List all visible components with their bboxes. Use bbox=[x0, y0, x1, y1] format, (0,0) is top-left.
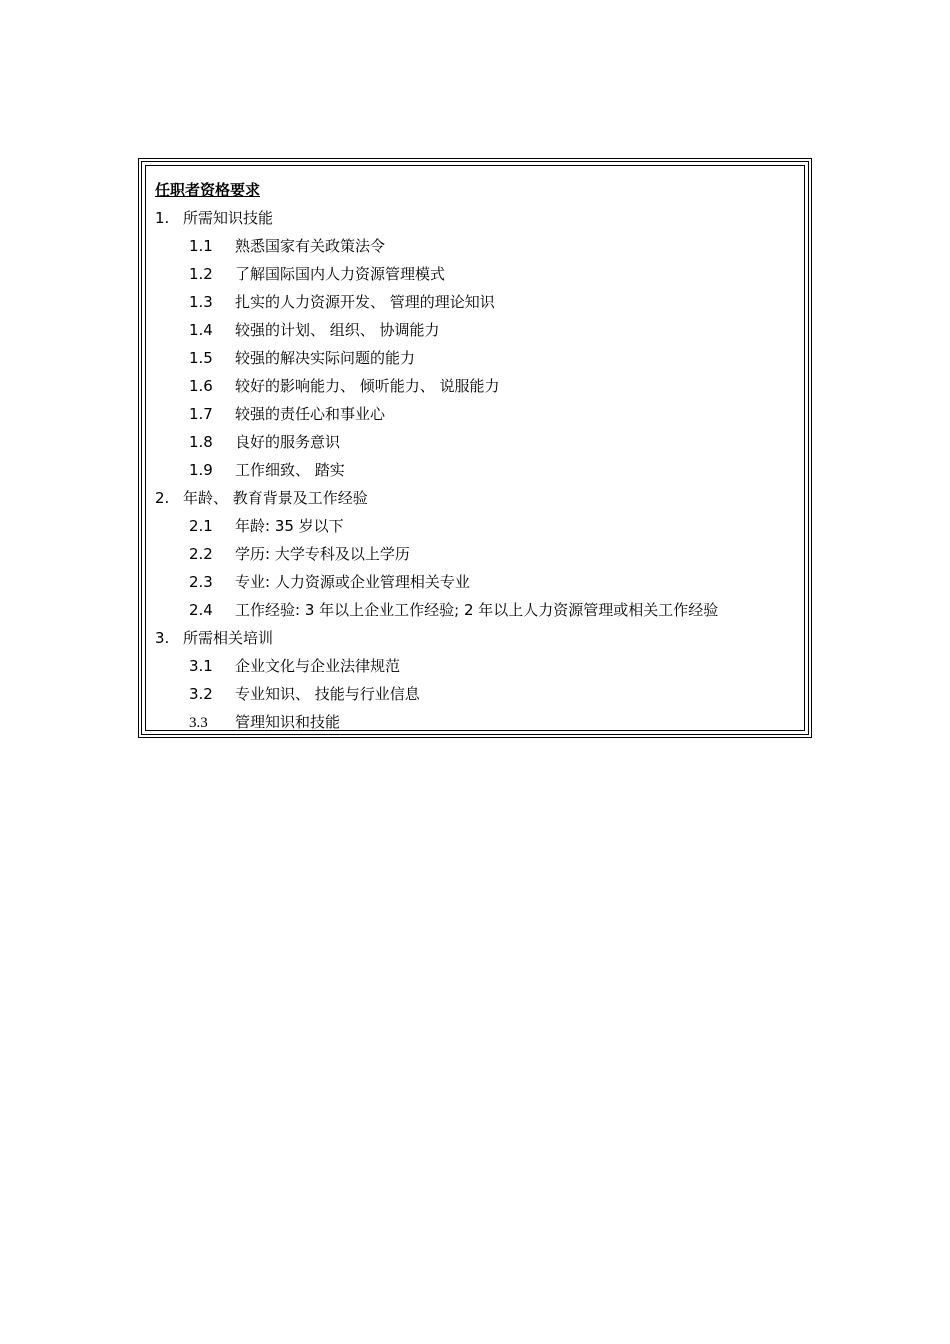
item-number: 1.4 bbox=[189, 321, 213, 339]
item-text: 较强的责任心和事业心 bbox=[235, 405, 386, 423]
section-heading-2 bbox=[155, 484, 800, 512]
section-number: 3. bbox=[155, 629, 170, 647]
item-number: 1.1 bbox=[189, 237, 213, 255]
list-item bbox=[155, 344, 800, 372]
list-item bbox=[155, 680, 800, 708]
item-number: 2.4 bbox=[189, 601, 213, 619]
item-number: 3.2 bbox=[189, 685, 213, 703]
section-number: 1. bbox=[155, 209, 170, 227]
list-item bbox=[155, 540, 800, 568]
section-title: 任职者资格要求 bbox=[155, 181, 261, 199]
list-item bbox=[155, 596, 800, 624]
item-text: 工作经验: 3 年以上企业工作经验; 2 年以上人力资源管理或相关工作经验 bbox=[235, 601, 719, 619]
section-heading-3 bbox=[155, 624, 800, 652]
item-number: 1.9 bbox=[189, 461, 213, 479]
section-label: 年龄、 教育背景及工作经验 bbox=[183, 489, 368, 507]
list-item bbox=[155, 428, 800, 456]
list-item bbox=[155, 652, 800, 680]
list-item bbox=[155, 400, 800, 428]
item-number: 3.1 bbox=[189, 657, 213, 675]
requirements-table bbox=[138, 158, 812, 738]
item-text: 较强的解决实际问题的能力 bbox=[235, 349, 416, 367]
item-text: 熟悉国家有关政策法令 bbox=[235, 237, 386, 255]
item-number: 1.5 bbox=[189, 349, 213, 367]
list-item bbox=[155, 372, 800, 400]
item-text: 良好的服务意识 bbox=[235, 433, 341, 451]
table-content bbox=[155, 176, 800, 736]
section-number: 2. bbox=[155, 489, 170, 507]
list-item bbox=[155, 260, 800, 288]
table-inner-border bbox=[145, 165, 805, 731]
item-text: 扎实的人力资源开发、 管理的理论知识 bbox=[235, 293, 495, 311]
item-number: 2.1 bbox=[189, 517, 213, 535]
list-item bbox=[155, 316, 800, 344]
item-number: 1.3 bbox=[189, 293, 213, 311]
section-label: 所需知识技能 bbox=[183, 209, 274, 227]
item-number: 3.3 bbox=[189, 715, 208, 731]
item-text: 年龄: 35 岁以下 bbox=[235, 517, 344, 535]
item-number: 2.3 bbox=[189, 573, 213, 591]
item-text: 较强的计划、 组织、 协调能力 bbox=[235, 321, 440, 339]
list-item bbox=[155, 232, 800, 260]
list-item bbox=[155, 512, 800, 540]
list-item bbox=[155, 708, 800, 736]
item-number: 1.6 bbox=[189, 377, 213, 395]
item-number: 1.8 bbox=[189, 433, 213, 451]
item-number: 1.7 bbox=[189, 405, 213, 423]
item-number: 2.2 bbox=[189, 545, 213, 563]
item-text: 较好的影响能力、 倾听能力、 说服能力 bbox=[235, 377, 500, 395]
item-text: 企业文化与企业法律规范 bbox=[235, 657, 401, 675]
list-item bbox=[155, 456, 800, 484]
item-text: 专业: 人力资源或企业管理相关专业 bbox=[235, 573, 470, 591]
item-text: 专业知识、 技能与行业信息 bbox=[235, 685, 420, 703]
section-heading-1 bbox=[155, 204, 800, 232]
item-text: 管理知识和技能 bbox=[235, 713, 341, 731]
item-text: 学历: 大学专科及以上学历 bbox=[235, 545, 410, 563]
list-item bbox=[155, 568, 800, 596]
item-text: 工作细致、 踏实 bbox=[235, 461, 345, 479]
item-text: 了解国际国内人力资源管理模式 bbox=[235, 265, 446, 283]
list-item bbox=[155, 288, 800, 316]
section-label: 所需相关培训 bbox=[183, 629, 274, 647]
item-number: 1.2 bbox=[189, 265, 213, 283]
